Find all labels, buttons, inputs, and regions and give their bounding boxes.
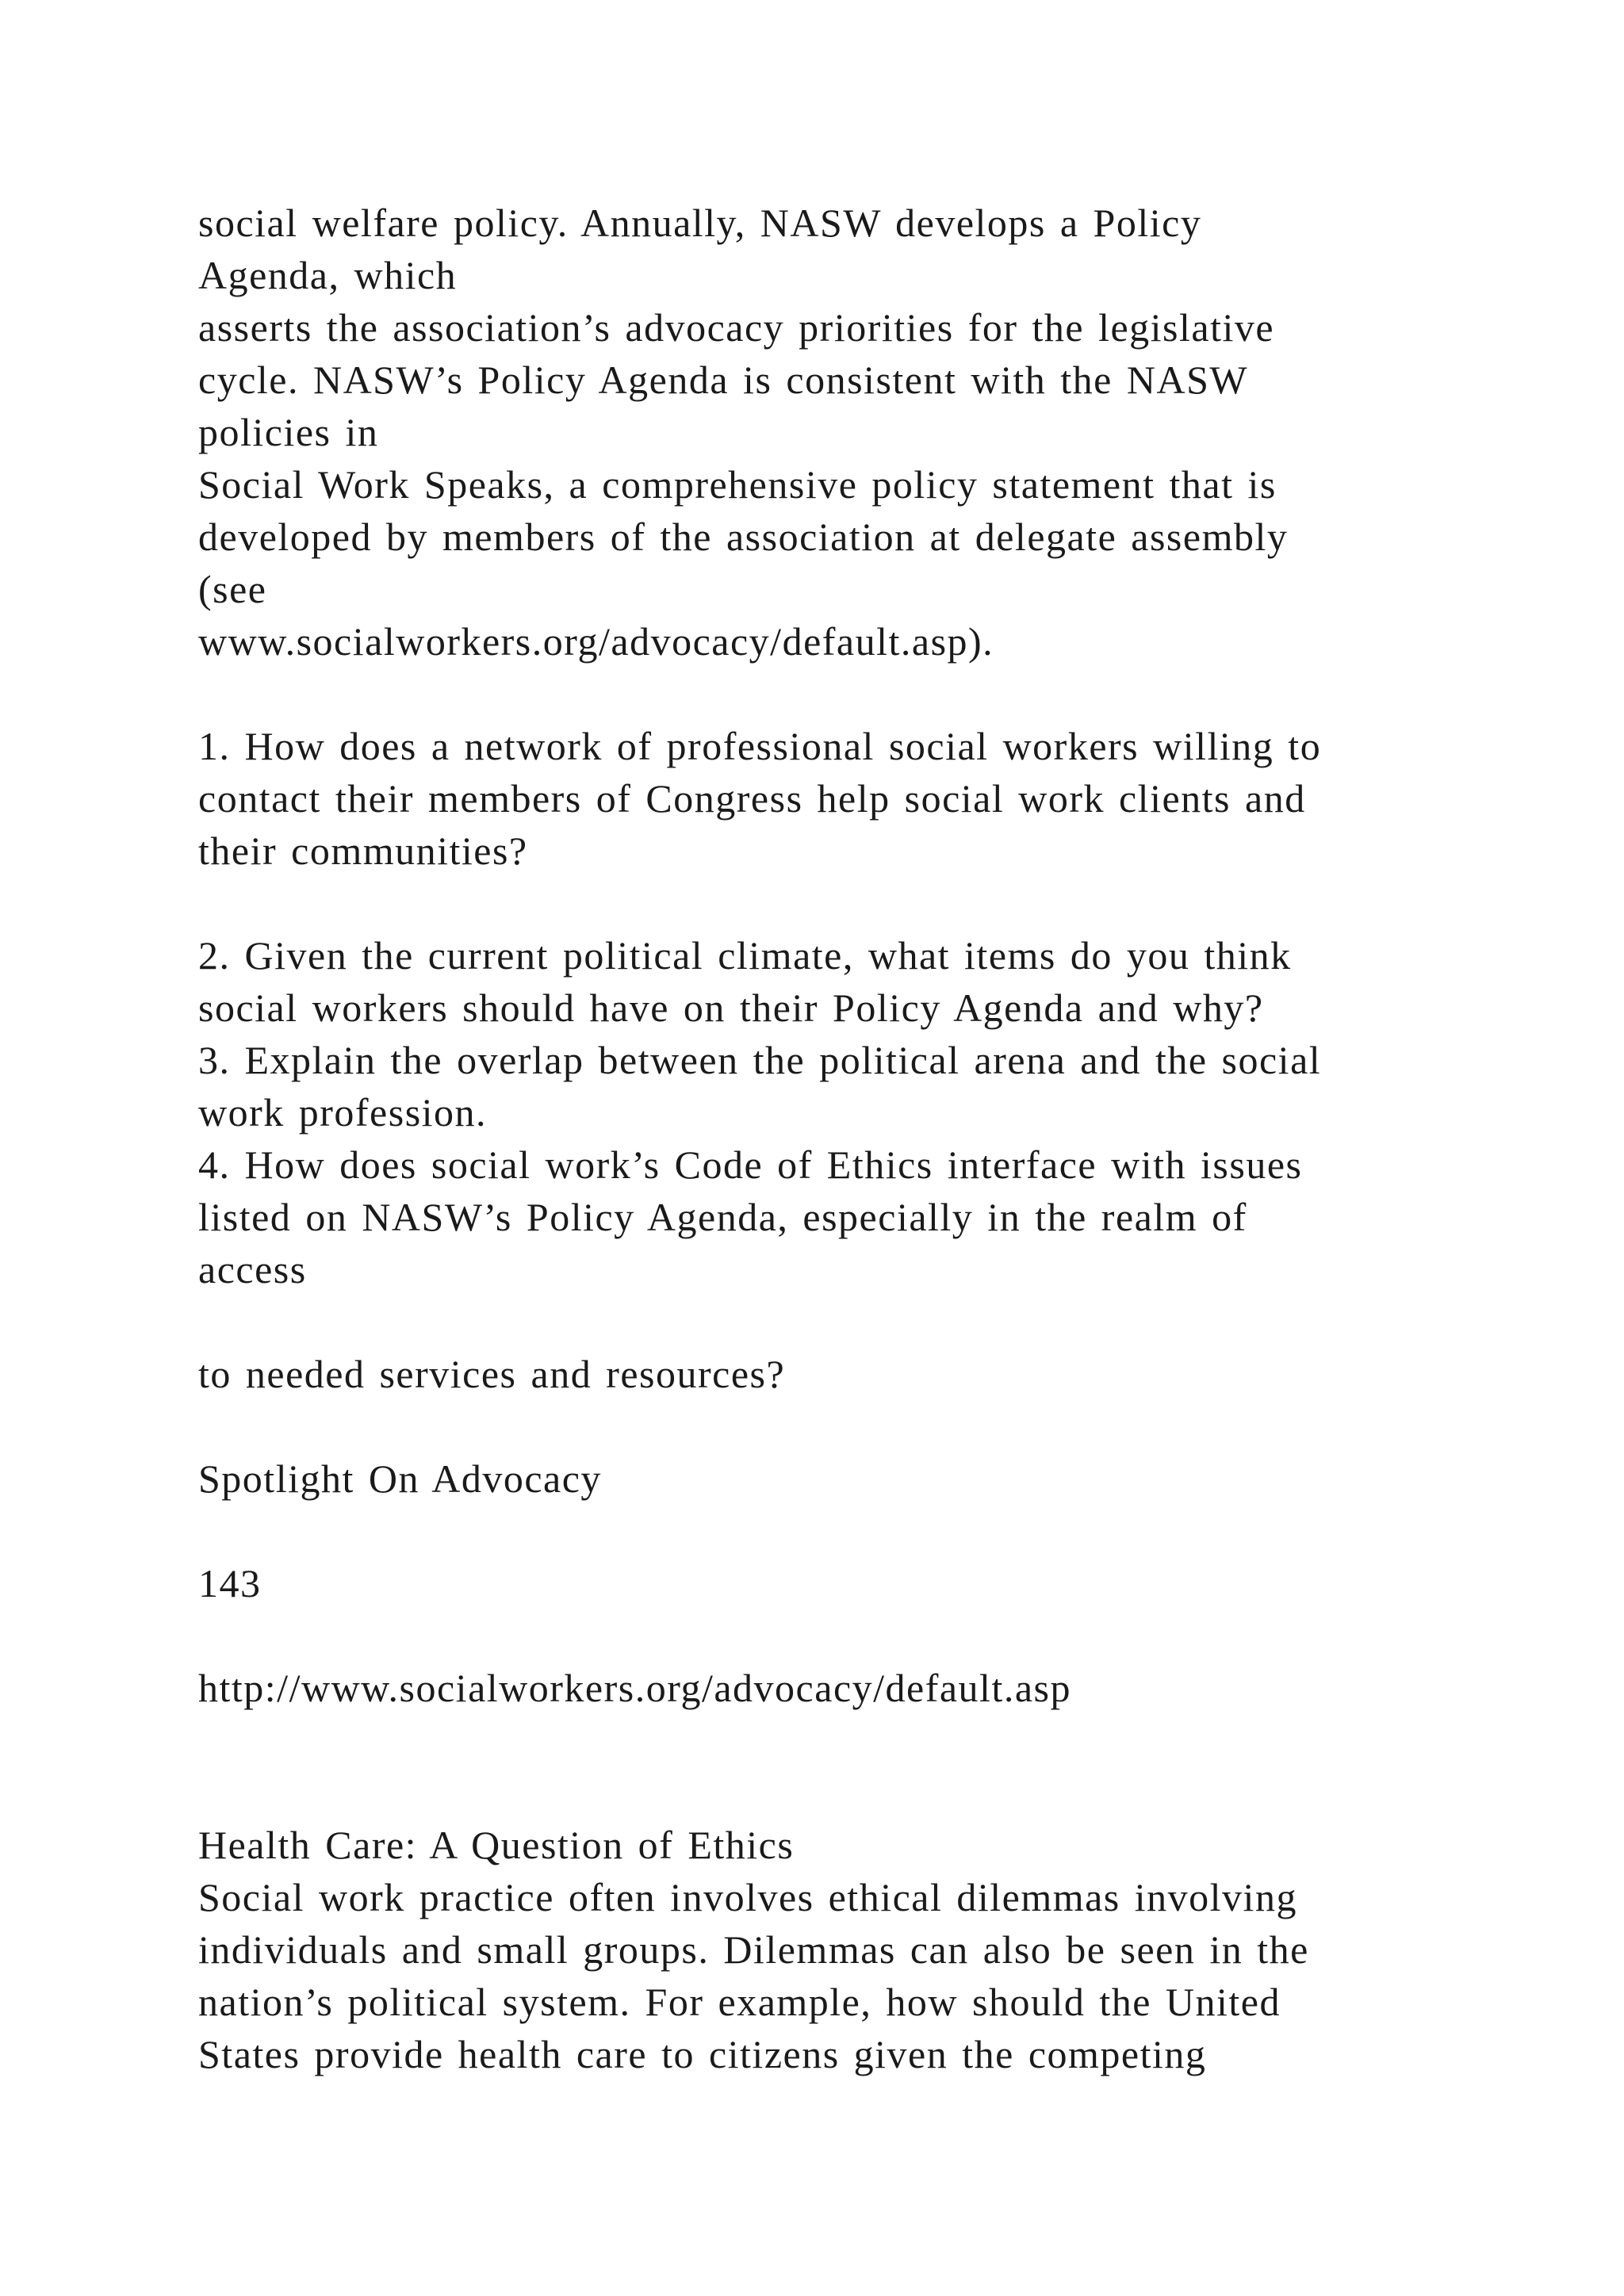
text-line: social welfare policy. Annually, NASW develops a Policy (198, 201, 1202, 245)
text-line: 1. How does a network of professional social workers willing to (198, 724, 1322, 768)
text-line: work profession. (198, 1090, 488, 1135)
text-line: access (198, 1247, 307, 1292)
text-line: States provide health care to citizens given the competing (198, 2032, 1207, 2076)
text-line: social workers should have on their Policy Agenda and why? (198, 985, 1264, 1030)
question-1 (198, 720, 1546, 877)
text-line: 2. Given the current political climate, what items do you think (198, 933, 1292, 978)
text-line: Social Work Speaks, a comprehensive policy statement that is (198, 462, 1277, 507)
text-line: policies in (198, 410, 379, 454)
text-line: listed on NASW’s Policy Agenda, especially in the realm of (198, 1195, 1247, 1239)
text-line: developed by members of the association at delegate assembly (198, 515, 1289, 559)
spacer (198, 668, 1546, 720)
text-line: cycle. NASW’s Policy Agenda is consistent with the NASW (198, 358, 1249, 402)
spacer (198, 1295, 1546, 1348)
intro-paragraph (198, 197, 1546, 668)
question-4-continuation: to needed services and resources? (198, 1352, 786, 1396)
text-line: nation’s political system. For example, how should the United (198, 1980, 1281, 2024)
spacer (198, 1714, 1546, 1819)
text-line: individuals and small groups. Dilemmas can also be seen in the (198, 1927, 1309, 1972)
spacer (198, 877, 1546, 929)
reference-url: http://www.socialworkers.org/advocacy/default.asp (198, 1666, 1071, 1710)
text-line: their communities? (198, 828, 528, 873)
text-line: 3. Explain the overlap between the political arena and the social (198, 1038, 1322, 1082)
text-line: (see (198, 567, 267, 611)
text-line: asserts the association’s advocacy priorities for the legislative (198, 305, 1275, 350)
text-line: Social work practice often involves ethical dilemmas involving (198, 1875, 1297, 1919)
box-title: Spotlight On Advocacy (198, 1456, 602, 1501)
text-line: www.socialworkers.org/advocacy/default.asp). (198, 619, 994, 664)
text-line: Agenda, which (198, 253, 458, 297)
page-number: 143 (198, 1561, 262, 1605)
section-heading: Health Care: A Question of Ethics (198, 1823, 795, 1867)
page-text (198, 197, 1546, 2080)
text-line: 4. How does social work’s Code of Ethics interface with issues (198, 1142, 1303, 1187)
spacer (198, 1505, 1546, 1557)
questions-2-to-4 (198, 929, 1546, 1295)
spacer (198, 1400, 1546, 1452)
spacer (198, 1609, 1546, 1662)
ethics-paragraph (198, 1871, 1546, 2080)
text-line: contact their members of Congress help social work clients and (198, 776, 1306, 821)
